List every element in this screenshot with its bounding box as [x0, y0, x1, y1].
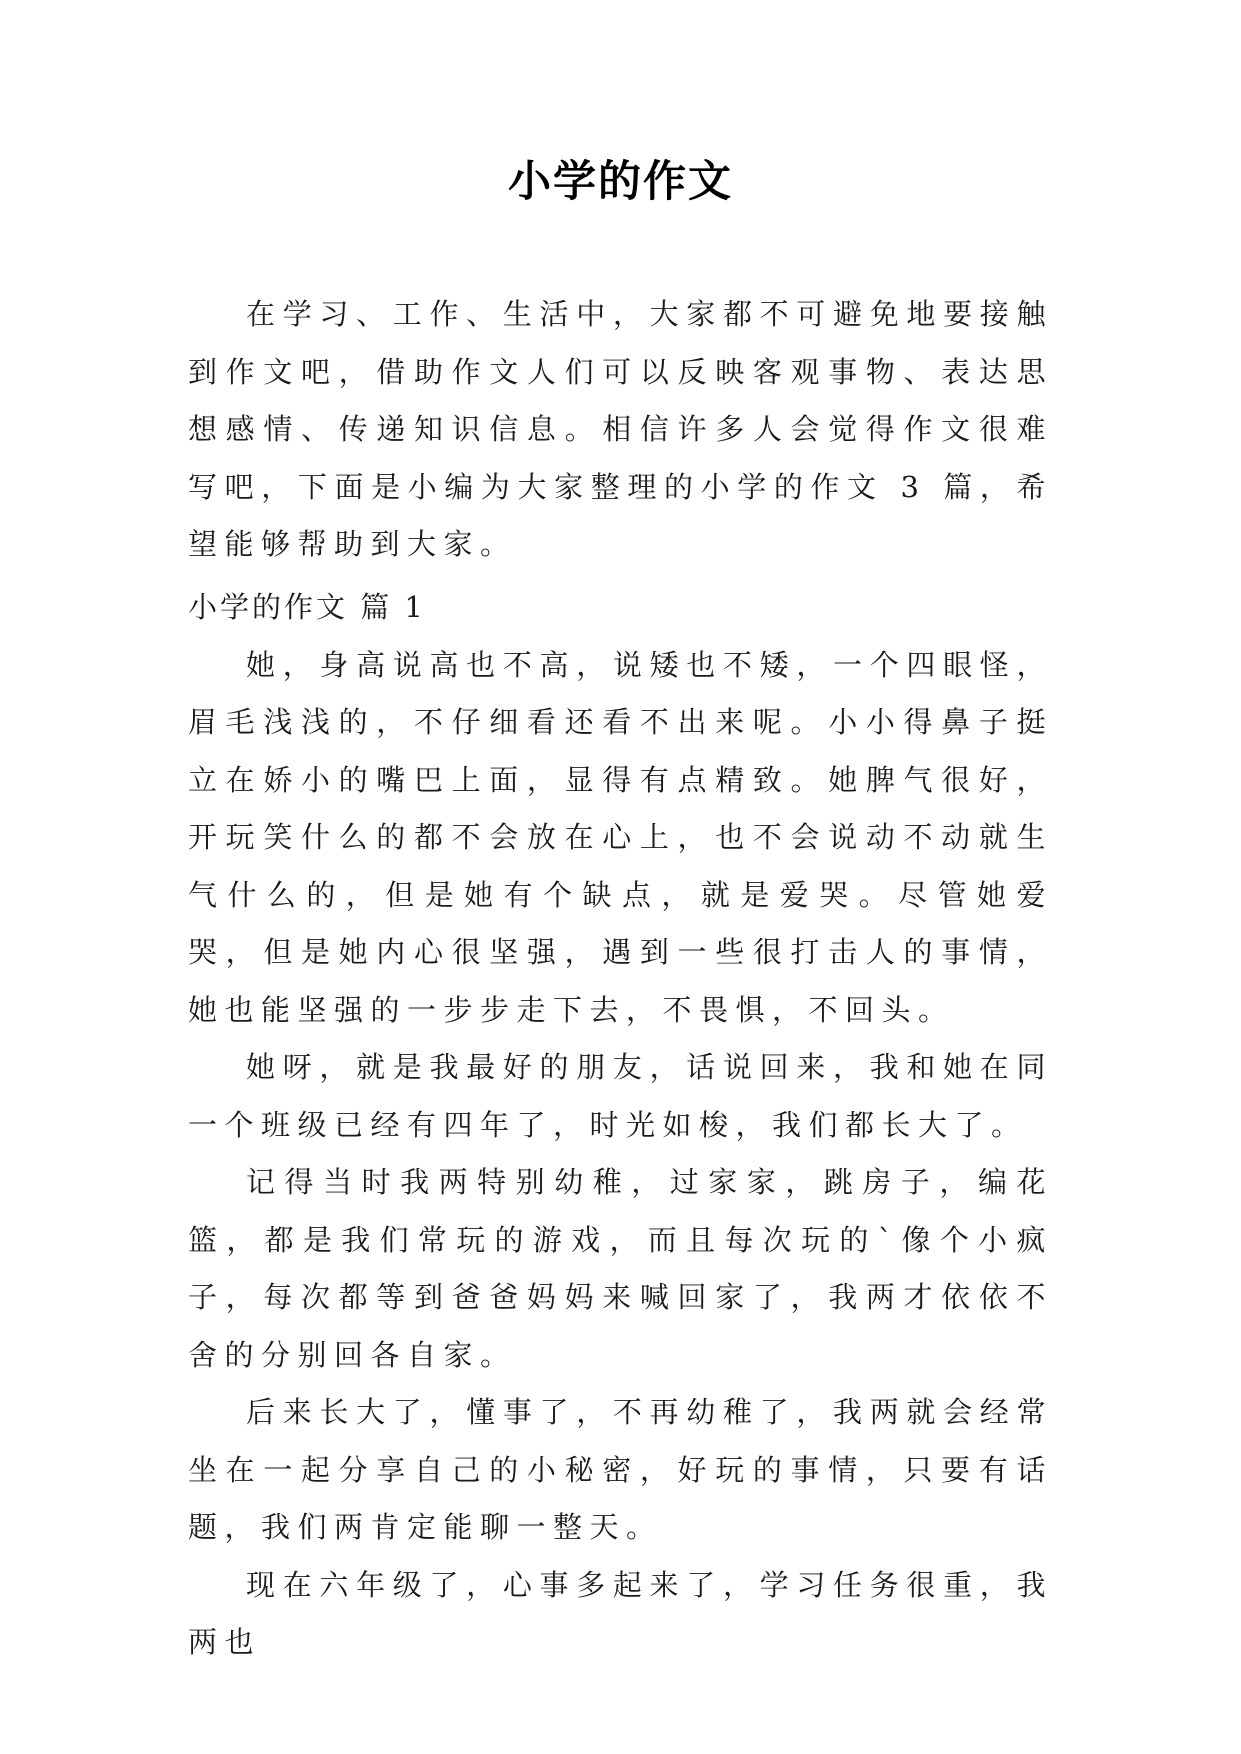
section-1: [188, 579, 1053, 1672]
intro-block: [188, 286, 1053, 574]
body-paragraph-5: 现在六年级了，心事多起来了，学习任务很重，我两也: [188, 1567, 1053, 1659]
body-paragraph-4: 后来长大了，懂事了，不再幼稚了，我两就会经常坐在一起分享自己的小秘密，好玩的事情，只要有话题，我们两肯定能聊一整天。: [188, 1395, 1053, 1544]
intro-paragraph: 在学习、工作、生活中，大家都不可避免地要接触到作文吧，借助作文人们可以反映客观事物、表达思想感情、传递知识信息。相信许多人会觉得作文很难写吧，下面是小编为大家整理的小学的作文 3 篇，希望能够帮助到大家。: [188, 297, 1053, 561]
section-heading: 小学的作文 篇 1: [188, 590, 426, 624]
document-title: 小学的作文: [508, 157, 733, 207]
body-paragraph-3: 记得当时我两特别幼稚，过家家，跳房子，编花篮，都是我们常玩的游戏，而且每次玩的`像个小疯子，每次都等到爸爸妈妈来喊回家了，我两才依依不舍的分别回各自家。: [188, 1165, 1053, 1372]
body-paragraph-2: 她呀，就是我最好的朋友，话说回来，我和她在同一个班级已经有四年了，时光如梭，我们都长大了。: [188, 1050, 1053, 1142]
body-paragraph-1: 她，身高说高也不高，说矮也不矮，一个四眼怪，眉毛浅浅的，不仔细看还看不出来呢。小小得鼻子挺立在娇小的嘴巴上面，显得有点精致。她脾气很好，开玩笑什么的都不会放在心上，也不会说动不动就生气什么的，但是她有个缺点，就是爱哭。尽管她爱哭，但是她内心很坚强，遇到一些很打击人的事情，她也能坚强的一步步走下去，不畏惧，不回头。: [188, 647, 1053, 1027]
